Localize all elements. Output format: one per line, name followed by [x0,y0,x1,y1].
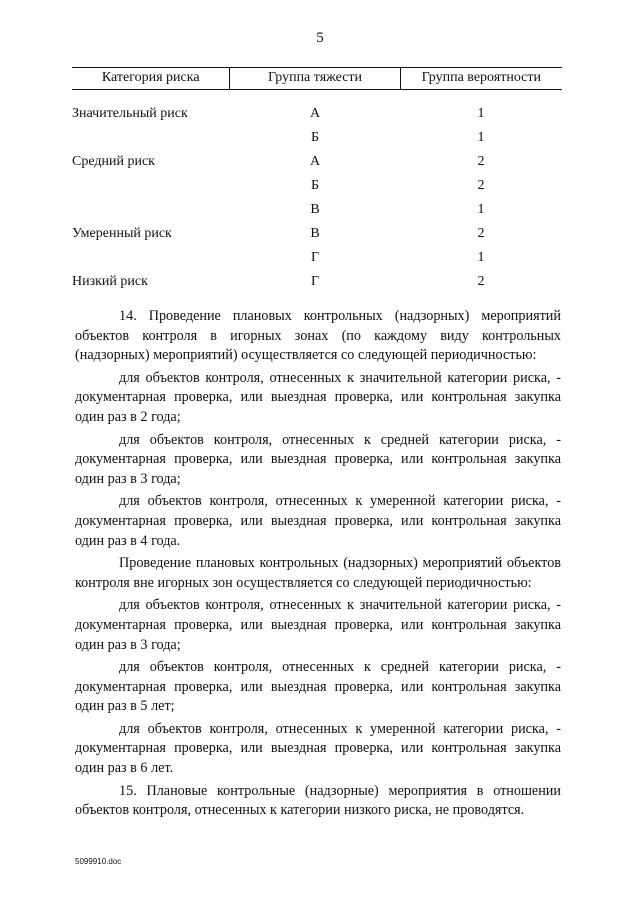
table-row [72,198,562,222]
paragraph: Проведение плановых контрольных (надзорных) мероприятий объектов контроля вне игорных зон осуществляется со следующей периодичностью: [75,555,561,591]
paragraph: для объектов контроля, отнесенных к умеренной категории риска, - документарная проверка, или выездная проверка, или контрольная закупка один раз в 6 лет. [75,720,561,777]
table-row [72,270,562,294]
paragraph: для объектов контроля, отнесенных к умеренной категории риска, - документарная проверка, или выездная проверка, или контрольная закупка один раз в 4 года. [75,493,561,549]
document-footer: 5099910.doc [75,857,122,866]
header-severity-group: Группа тяжести [230,68,400,90]
paragraph-15: 15. Плановые контрольные (надзорные) мероприятия в отношении объектов контроля, отнесенных к категории низкого риска, не проводятся. [75,782,561,819]
paragraph: для объектов контроля, отнесенных к значительной категории риска, - документарная проверка, или выездная проверка, или контрольная закупка один раз в 3 года; [75,597,561,653]
cell-category [72,198,230,222]
cell-severity: Б [311,178,320,193]
paragraph: для объектов контроля, отнесенных к средней категории риска, - документарная проверка, или выездная проверка, или контрольная закупка один раз в 3 года; [75,431,561,487]
cell-category [72,174,230,198]
cell-category [72,126,230,150]
cell-probability: 1 [477,202,485,217]
table-row [72,150,562,174]
table-row [72,126,562,150]
cell-severity: А [309,154,321,169]
cell-probability: 2 [477,226,485,241]
cell-severity: В [310,202,320,217]
paragraph: для объектов контроля, отнесенных к средней категории риска, - документарная проверка, или выездная проверка, или контрольная закупка один раз в 5 лет; [75,659,561,715]
body-text [75,307,561,824]
cell-severity: А [309,106,321,121]
page-number: 5 [316,30,324,46]
cell-category: Значительный риск [72,106,188,121]
cell-probability: 2 [477,274,485,289]
header-probability-group: Группа вероятности [400,68,562,90]
risk-table [72,67,562,294]
table-spacer [72,90,562,103]
cell-category: Умеренный риск [72,226,172,241]
cell-probability: 2 [477,154,485,169]
cell-category: Низкий риск [72,274,148,289]
cell-category [72,246,230,270]
cell-severity: Б [311,130,320,145]
paragraph: для объектов контроля, отнесенных к значительной категории риска, - документарная проверка, или выездная проверка, или контрольная закупка один раз в 2 года; [75,369,561,425]
table-row [72,222,562,246]
cell-severity: Г [310,274,320,289]
table-row [72,246,562,270]
cell-severity: В [310,226,320,241]
cell-probability: 1 [477,250,485,265]
paragraph-14: 14. Проведение плановых контрольных (надзорных) мероприятий объектов контроля в игорных зонах (по каждому виду контрольных (надзорных) мероприятий) осуществляется со следующей периодичностью: [75,308,561,364]
table-header-row [72,68,562,90]
header-risk-category: Категория риска [72,68,230,90]
cell-probability: 1 [477,106,485,121]
cell-probability: 1 [477,130,485,145]
cell-category: Средний риск [72,154,155,169]
cell-probability: 2 [477,178,485,193]
cell-severity: Г [310,250,320,265]
table-row [72,102,562,126]
table-row [72,174,562,198]
